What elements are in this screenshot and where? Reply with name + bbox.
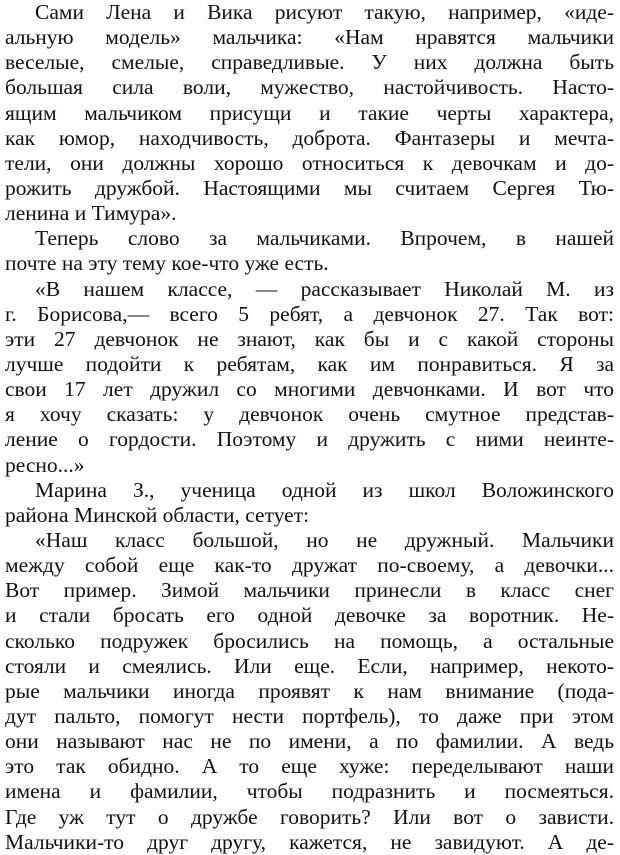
text-line: между собой еще как-то дружат по-своему, а девочки... <box>5 553 614 578</box>
text-line: веселые, смелые, справедливые. У них должна быть <box>5 50 614 75</box>
text-line: Марина З., ученица одной из школ Воложинского <box>35 477 614 502</box>
text-line: я хочу сказать: у девчонок очень смутное представ- <box>5 402 614 427</box>
text-line: рожить дружбой. Настоящими мы считаем Сергея Тю- <box>5 175 614 200</box>
text-line: лучше подойти к ребятам, как им понравиться. Я за <box>5 351 614 376</box>
text-line: большая сила воли, мужество, настойчивость. Насто- <box>5 75 614 100</box>
text-line: района Минской области, сетует: <box>5 502 310 527</box>
text-line: это так обидно. А то еще хуже: переделывают наши <box>5 754 614 779</box>
text-line: ленина и Тимура». <box>5 201 177 226</box>
text-line: как юмор, находчивость, доброта. Фантазеры и мечта- <box>5 125 614 150</box>
text-line: г. Борисова,— всего 5 ребят, а девчонок 27. Так вот: <box>5 301 614 326</box>
text-line: они называют нас не по имени, а по фамилии. А ведь <box>5 729 614 754</box>
text-line: «Наш класс большой, но не дружный. Мальчики <box>35 527 614 552</box>
text-line: Где уж тут о дружбе говорить? Или вот о зависти. <box>5 804 614 829</box>
text-line: стояли и смеялись. Или еще. Если, например, некото- <box>5 653 614 678</box>
text-line: эти 27 девчонок не знают, как бы и с какой стороны <box>5 326 614 351</box>
text-line: ление о гордости. Поэтому и дружить с ними неинте- <box>5 427 614 452</box>
text-line: почте на эту тему кое-что уже есть. <box>5 251 329 276</box>
text-line: рые мальчики иногда проявят к нам внимание (пода- <box>5 678 614 703</box>
text-line: свои 17 лет дружил со многими девчонками. И вот что <box>5 377 614 402</box>
text-line: «В нашем классе, — рассказывает Николай М. из <box>35 276 614 301</box>
text-line: ящим мальчиком присущи и такие черты характера, <box>5 100 614 125</box>
text-line: Теперь слово за мальчиками. Впрочем, в нашей <box>35 226 614 251</box>
text-line: альную модель» мальчика: «Нам нравятся мальчики <box>5 25 614 50</box>
text-line: Сами Лена и Вика рисуют такую, например, «иде- <box>35 0 614 24</box>
text-line: сколько подружек бросились на помощь, а остальные <box>5 628 614 653</box>
text-line: Вот пример. Зимой мальчики принесли в класс снег <box>5 578 614 603</box>
text-line: имена и фамилии, чтобы подразнить и посмеяться. <box>5 779 614 804</box>
text-line: и стали бросать его одной девочке за воротник. Не- <box>5 603 614 628</box>
text-line: ресно...» <box>5 452 85 477</box>
text-line: Мальчики-то друг другу, кажется, не завидуют. А де- <box>5 829 614 854</box>
text-line: тели, они должны хорошо относиться к девочкам и до- <box>5 150 614 175</box>
text-line: дут пальто, помогут нести портфель), то даже при этом <box>5 703 614 728</box>
